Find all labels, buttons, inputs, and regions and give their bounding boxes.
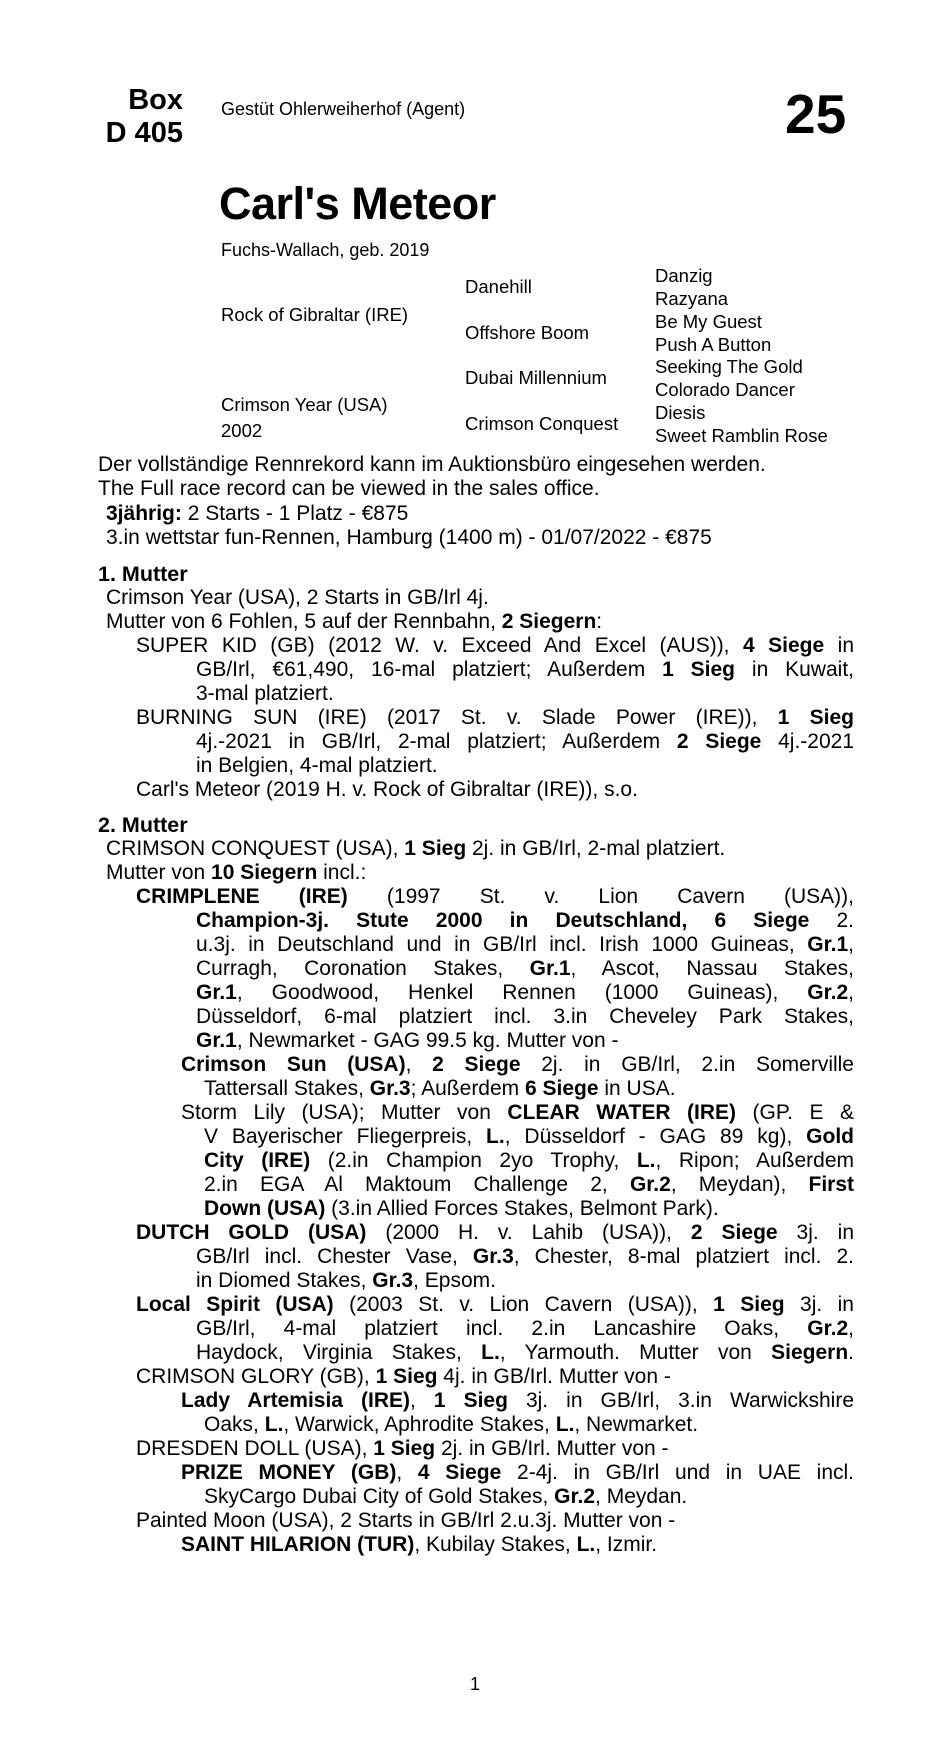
produce-storm-lily: Storm Lily (USA); Mutter von CLEAR WATER (IRE) (GP. E &	[181, 1101, 855, 1124]
pedigree-g6: Colorado Dancer	[655, 379, 795, 400]
horse-name: Carl's Meteor	[219, 178, 496, 229]
pedigree-g1: Danzig	[655, 265, 713, 286]
produce-lady-artemisia: Lady Artemisia (IRE), 1 Sieg 3j. in GB/Irl, 3.in Warwickshire	[181, 1389, 855, 1412]
pedigree-g8: Sweet Ramblin Rose	[655, 425, 828, 446]
pedigree-dam-sire: Dubai Millennium	[465, 367, 607, 388]
produce-prize-money-cont: SkyCargo Dubai City of Gold Stakes, Gr.2, Meydan.	[204, 1485, 688, 1508]
produce-carls-meteor: Carl's Meteor (2019 H. v. Rock of Gibraltar (IRE)), s.o.	[136, 778, 638, 801]
produce-local-spirit-cont1: GB/Irl, 4-mal platziert incl. 2.in Lancashire Oaks, Gr.2,	[196, 1317, 854, 1340]
produce-dresden-doll: DRESDEN DOLL (USA), 1 Sieg 2j. in GB/Irl. Mutter von -	[136, 1437, 669, 1460]
produce-saint-hilarion: SAINT HILARION (TUR), Kubilay Stakes, L., Izmir.	[181, 1533, 658, 1556]
second-dam-line: CRIMSON CONQUEST (USA), 1 Sieg 2j. in GB/Irl, 2-mal platziert.	[106, 837, 726, 860]
race-record-summary: 3jährig: 2 Starts - 1 Platz - €875	[106, 502, 409, 525]
produce-dutch-gold-cont1: GB/Irl incl. Chester Vase, Gr.3, Chester, 8-mal platziert incl. 2.	[196, 1245, 854, 1268]
produce-prize-money: PRIZE MONEY (GB), 4 Siege 2-4j. in GB/Irl und in UAE incl.	[181, 1461, 855, 1484]
pedigree-g4: Push A Button	[655, 334, 772, 355]
pedigree-sire-dam: Offshore Boom	[465, 322, 590, 343]
produce-burning-sun-cont2: in Belgien, 4-mal platziert.	[196, 754, 438, 777]
produce-local-spirit-cont2: Haydock, Virginia Stakes, L., Yarmouth. Mutter von Siegern.	[196, 1341, 854, 1364]
pedigree-dam: Crimson Year (USA)	[221, 394, 388, 415]
produce-burning-sun: BURNING SUN (IRE) (2017 St. v. Slade Power (IRE)), 1 Sieg	[136, 706, 854, 729]
pedigree-sire: Rock of Gibraltar (IRE)	[221, 304, 409, 325]
second-dam-produce: Mutter von 10 Siegern incl.:	[106, 861, 367, 884]
agent-name: Gestüt Ohlerweiherhof (Agent)	[221, 99, 466, 119]
lot-number: 25	[785, 83, 847, 145]
produce-storm-lily-cont1: V Bayerischer Fliegerpreis, L., Düsseldorf - GAG 89 kg), Gold	[204, 1125, 854, 1148]
pedigree-g3: Be My Guest	[655, 311, 762, 332]
note-english: The Full race record can be viewed in the sales office.	[98, 477, 600, 500]
produce-super-kid: SUPER KID (GB) (2012 W. v. Exceed And Excel (AUS)), 4 Siege in	[136, 634, 855, 657]
pedigree-g5: Seeking The Gold	[655, 356, 803, 377]
produce-storm-lily-cont3: 2.in EGA Al Maktoum Challenge 2, Gr.2, Meydan), First	[204, 1173, 855, 1196]
produce-lady-artemisia-cont: Oaks, L., Warwick, Aphrodite Stakes, L., Newmarket.	[204, 1413, 699, 1436]
produce-dutch-gold-cont2: in Diomed Stakes, Gr.3, Epsom.	[196, 1269, 496, 1292]
first-dam-line: Crimson Year (USA), 2 Starts in GB/Irl 4j.	[106, 586, 489, 609]
produce-crimplene-cont6: Gr.1, Newmarket - GAG 99.5 kg. Mutter von -	[196, 1029, 619, 1052]
pedigree-g7: Diesis	[655, 402, 706, 423]
produce-super-kid-cont: GB/Irl, €61,490, 16-mal platziert; Außerdem 1 Sieg in Kuwait,	[196, 658, 854, 681]
pedigree-dam-dam: Crimson Conquest	[465, 413, 619, 434]
produce-dutch-gold: DUTCH GOLD (USA) (2000 H. v. Lahib (USA)), 2 Siege 3j. in	[136, 1221, 854, 1244]
produce-storm-lily-cont4: Down (USA) (3.in Allied Forces Stakes, Belmont Park).	[204, 1197, 719, 1220]
pedigree-dam-year: 2002	[221, 420, 263, 441]
pedigree-sire-sire: Danehill	[465, 276, 532, 297]
horse-description: Fuchs-Wallach, geb. 2019	[221, 240, 430, 260]
note-german: Der vollständige Rennrekord kann im Auktionsbüro eingesehen werden.	[98, 453, 766, 476]
produce-crimplene-cont4: Gr.1, Goodwood, Henkel Rennen (1000 Guineas), Gr.2,	[196, 981, 854, 1004]
produce-crimplene: CRIMPLENE (IRE) (1997 St. v. Lion Cavern (USA)),	[136, 885, 855, 908]
first-dam-produce: Mutter von 6 Fohlen, 5 auf der Rennbahn, 2 Siegern:	[106, 610, 603, 633]
produce-crimson-sun-cont: Tattersall Stakes, Gr.3; Außerdem 6 Siege in USA.	[204, 1077, 676, 1100]
produce-crimplene-cont2: u.3j. in Deutschland und in GB/Irl incl. Irish 1000 Guineas, Gr.1,	[196, 933, 854, 956]
second-dam-heading: 2. Mutter	[98, 813, 188, 837]
produce-crimson-glory: CRIMSON GLORY (GB), 1 Sieg 4j. in GB/Irl. Mutter von -	[136, 1365, 671, 1388]
box-number: D 405	[105, 117, 183, 149]
race-record-detail: 3.in wettstar fun-Rennen, Hamburg (1400 m) - 01/07/2022 - €875	[106, 526, 712, 549]
first-dam-heading: 1. Mutter	[98, 562, 188, 586]
produce-painted-moon: Painted Moon (USA), 2 Starts in GB/Irl 2.u.3j. Mutter von -	[136, 1509, 676, 1532]
produce-burning-sun-cont: 4j.-2021 in GB/Irl, 2-mal platziert; Außerdem 2 Siege 4j.-2021	[196, 730, 855, 753]
page-number: 1	[469, 1674, 480, 1694]
produce-crimplene-cont5: Düsseldorf, 6-mal platziert incl. 3.in Cheveley Park Stakes,	[196, 1005, 854, 1028]
produce-super-kid-cont2: 3-mal platziert.	[196, 682, 334, 705]
produce-storm-lily-cont2: City (IRE) (2.in Champion 2yo Trophy, L., Ripon; Außerdem	[204, 1149, 855, 1172]
produce-crimplene-cont1: Champion-3j. Stute 2000 in Deutschland, 6 Siege 2.	[196, 909, 854, 932]
produce-crimplene-cont3: Curragh, Coronation Stakes, Gr.1, Ascot, Nassau Stakes,	[196, 957, 854, 980]
pedigree-g2: Razyana	[655, 288, 729, 309]
box-label: Box	[128, 84, 183, 116]
produce-crimson-sun: Crimson Sun (USA), 2 Siege 2j. in GB/Irl, 2.in Somerville	[181, 1053, 854, 1076]
produce-local-spirit: Local Spirit (USA) (2003 St. v. Lion Cavern (USA)), 1 Sieg 3j. in	[136, 1293, 854, 1316]
